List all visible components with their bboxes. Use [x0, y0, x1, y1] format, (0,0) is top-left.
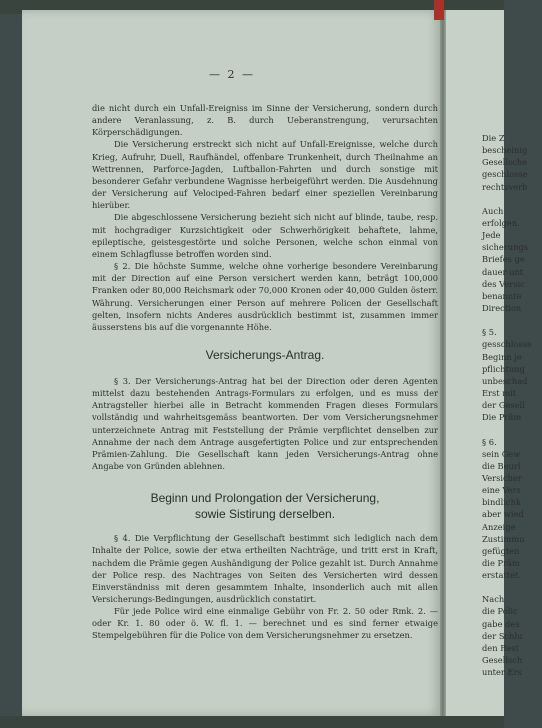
right-page-line: Gesellsch — [482, 655, 523, 666]
heading-versicherungs-antrag: Versicherungs-Antrag. — [205, 347, 325, 362]
paragraph-exclusions: Die Versicherung erstreckt sich nicht auf Unfall-Ereignisse, welche durch Krieg, Aufruhr, Duell, Raufhändel, offenbare Trunkenheit, durch Theilnahme an Wettrennen, Parforce-Jagden, Luftballon-Fahrten und durch sonstige mit besonderer Gefahr verbundene Wagnisse herbeigeführt werden. Die Ausdehnung der Versicherung auf Velociped-Fahren bedarf einer speziellen Vereinbarung hierüber. — [92, 139, 438, 211]
heading-beginn-line2: sowie Sistirung derselben. — [194, 507, 336, 522]
heading-beginn-line1: Beginn und Prolongation der Versicherung, — [150, 491, 380, 506]
section-label-2: § 2. — [114, 261, 131, 272]
right-page-line: pflichtung — [482, 363, 525, 374]
right-page-edge — [446, 10, 532, 716]
right-page-line: Erst mit — [482, 387, 517, 398]
right-page-line: Anzeige — [482, 521, 516, 532]
right-page-line: sein Gew — [482, 448, 521, 459]
right-page-line: geschlosse — [482, 169, 528, 180]
right-page-line: Die Z — [482, 133, 505, 143]
right-page-line: § 5. — [482, 327, 497, 338]
right-page-line: gesschlosse — [482, 339, 532, 350]
right-page-line: benannte — [482, 290, 522, 301]
right-page-line: Versicher — [482, 472, 522, 483]
page-number: — 2 — — [209, 68, 255, 81]
section-4-text: Die Verpflichtung der Gesellschaft bestimmt sich lediglich nach dem Inhalte der Police, sowie der etwa ertheilten Nachträge, und tritt erst in Kraft, nachdem die Prämie gegen Aushändigung der Police gezahlt ist. Durch Annahme der Police resp. des Nachtrages von Seiten des Versicherten wird dessen Einverständniss mit deren gesammtem Inhalte, insonderlich auch mit allen Versicherungs-Bedingungen, ausdrücklich constatirt. — [92, 533, 438, 604]
right-page-line: sicherungs — [482, 242, 529, 253]
right-page-line: gefügten — [482, 545, 520, 556]
right-page-line: Jede — [482, 230, 501, 241]
right-page-line: Auch — [482, 205, 504, 216]
bookmark-ribbon — [434, 0, 444, 20]
right-page-line: eine Vers — [482, 485, 521, 496]
section-label-4: § 4. — [114, 533, 131, 544]
right-page-line — [482, 193, 542, 205]
right-page-line: unter Ers — [482, 667, 522, 678]
right-page-line: rechtsverb — [482, 181, 528, 192]
paragraph-section-3 — [92, 375, 438, 472]
document-body — [92, 102, 438, 642]
right-page-line: dauer unt — [482, 266, 524, 277]
right-page-text — [482, 132, 542, 678]
right-page-line: gabe des — [482, 618, 520, 629]
paragraph-section-2 — [92, 260, 438, 333]
right-page-line — [482, 581, 542, 593]
right-page-line: Beginn je — [482, 351, 522, 362]
right-page-line: die Präm — [482, 557, 520, 568]
right-page-line — [482, 423, 542, 435]
right-page-line: Gesellsche — [482, 157, 528, 168]
right-page-line: Direction — [482, 302, 522, 313]
right-page-line: aber wied — [482, 509, 524, 520]
paragraph-exclusions-intro: die nicht durch ein Unfall-Ereigniss im Sinne der Versicherung, sondern durch andere Veranlassung, z. B. durch Ueberanstrengung, verursachten Körperschädigungen. — [92, 103, 438, 138]
right-page-line: Die Präm — [482, 412, 522, 423]
right-page-line — [482, 314, 542, 326]
right-page-line: Zustimmu — [482, 533, 525, 544]
right-page-line: die Polic — [482, 606, 518, 617]
right-page-line: bescheinig — [482, 145, 528, 156]
right-page-line: erstattet. — [482, 570, 521, 581]
right-page-line: die Beurl — [482, 460, 521, 471]
right-page-line: unbeschad — [482, 375, 528, 386]
section-3-text: Der Versicherungs-Antrag hat bei der Direction oder deren Agenten mittelst dazu bestehenden Antrags-Formulars zu erfolgen, und es muss der Antragsteller hierbei alle in Betracht kommenden Fragen dieses Formulars vollständig und wahrheitsgemäss beantworten. Der vom Versicherungsnehmer unterzeichnete Antrag mit Feststellung der Prämie verpflichtet denselben zur Annahme der nach dem Antrage ausgefertigten Police und zur entsprechenden Prämien-Zahlung. Die Gesellschaft kann jeden Versicherungs-Antrag ohne Angabe von Gründen ablehnen. — [92, 375, 439, 472]
scan-border-bottom — [0, 716, 504, 728]
right-page-line: der Gesell — [482, 400, 525, 411]
paragraph-excluded-persons: Die abgeschlossene Versicherung bezieht sich nicht auf blinde, taube, resp. mit hochgradiger Kurzsichtigkeit oder Schwerhörigkeit behaftete, lahme, epileptische, geistesgestörte und solche Personen, welche schon einmal von einem Schlagflusse betroffen worden sind. — [92, 212, 438, 259]
right-page-line: der Schlu — [482, 630, 523, 641]
right-page-line: des Versic — [482, 278, 525, 289]
heading-beginn-prolongation — [92, 490, 438, 522]
section-2-text: Die höchste Summe, welche ohne vorherige besondere Vereinbarung mit der Direction auf eine Person versichert werden kann, beträgt 100,000 Franken oder 80,000 Reichsmark oder 70,000 Kronen oder 40,000 Gulden österr. Währung. Versicherungen einer Person auf mehrere Policen der Gesellschaft gelten, insofern nichts Anderes ausdrücklich bestimmt ist, zusammen immer äusserstens bis auf die vorgenannte Höhe. — [92, 261, 439, 332]
paragraph-police-fee: Für jede Police wird eine einmalige Gebühr von Fr. 2. 50 oder Rmk. 2. — oder Kr. 1. 80 oder ö. W. fl. 1. — berechnet und es sind ferner etwaige Stempelgebühren für die Police von dem Versicherungsnehmer zu ersetzen. — [92, 606, 438, 641]
left-page — [22, 10, 442, 716]
right-page-line: bindlichk — [482, 497, 521, 508]
right-page-line: Nach — [482, 594, 505, 605]
right-page-line: den Rest — [482, 642, 519, 653]
right-page-line: § 6. — [482, 436, 497, 447]
right-page-line: Briefes ge — [482, 254, 525, 265]
paragraph-section-4 — [92, 532, 438, 605]
right-page-line: erfolgen. — [482, 217, 520, 228]
section-label-3: § 3. — [114, 375, 131, 386]
